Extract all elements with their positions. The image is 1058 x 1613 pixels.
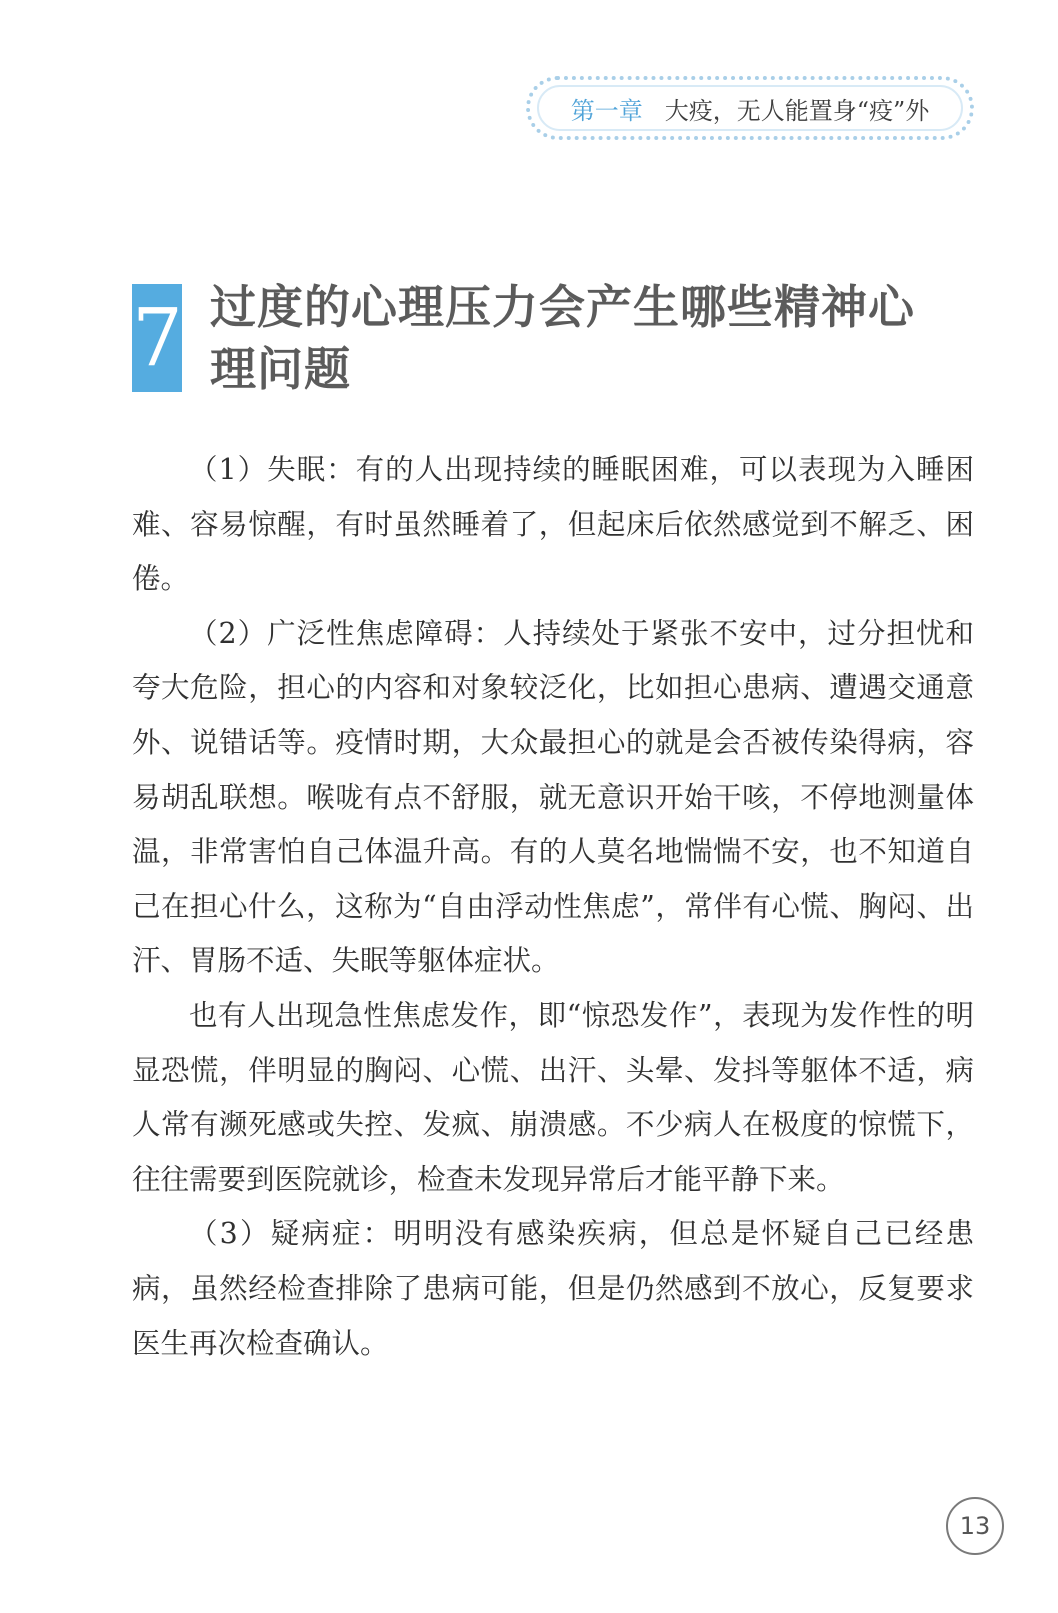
section-title-line-2: 理问题 bbox=[210, 342, 351, 396]
section-title bbox=[210, 276, 970, 400]
paragraph-panic-attack: 也有人出现急性焦虑发作，即“惊恐发作”，表现为发作性的明显恐慌，伴明显的胸闷、心慌、出汗、头晕、发抖等躯体不适，病人常有濒死感或失控、发疯、崩溃感。不少病人在极度的惊慌下，往往需要到医院就诊，检查未发现异常后才能平静下来。 bbox=[132, 998, 974, 1196]
page-number: 13 bbox=[946, 1497, 1004, 1555]
chapter-header bbox=[526, 76, 974, 140]
paragraph-insomnia: （1）失眠：有的人出现持续的睡眠困难，可以表现为入睡困难、容易惊醒，有时虽然睡着了，但起床后依然感觉到不解乏、困倦。 bbox=[132, 453, 974, 596]
body-text bbox=[132, 443, 974, 1371]
chapter-title: 大疫，无人能置身“疫”外 bbox=[664, 96, 930, 125]
chapter-header-inner bbox=[537, 85, 963, 131]
section-number-badge: 7 bbox=[132, 284, 182, 392]
section-title-line-1: 过度的心理压力会产生哪些精神心 bbox=[210, 280, 915, 334]
paragraph-hypochondria: （3）疑病症：明明没有感染疾病，但总是怀疑自己已经患病，虽然经检查排除了患病可能，但是仍然感到不放心，反复要求医生再次检查确认。 bbox=[132, 1217, 974, 1360]
paragraph-generalized-anxiety: （2）广泛性焦虑障碍：人持续处于紧张不安中，过分担忧和夸大危险，担心的内容和对象较泛化，比如担心患病、遭遇交通意外、说错话等。疫情时期，大众最担心的就是会否被传染得病，容易胡乱联想。喉咙有点不舒服，就无意识开始干咳，不停地测量体温，非常害怕自己体温升高。有的人莫名地惴惴不安，也不知道自己在担心什么，这称为“自由浮动性焦虑”，常伴有心慌、胸闷、出汗、胃肠不适、失眠等躯体症状。 bbox=[132, 616, 974, 978]
chapter-number: 第一章 bbox=[570, 96, 643, 125]
